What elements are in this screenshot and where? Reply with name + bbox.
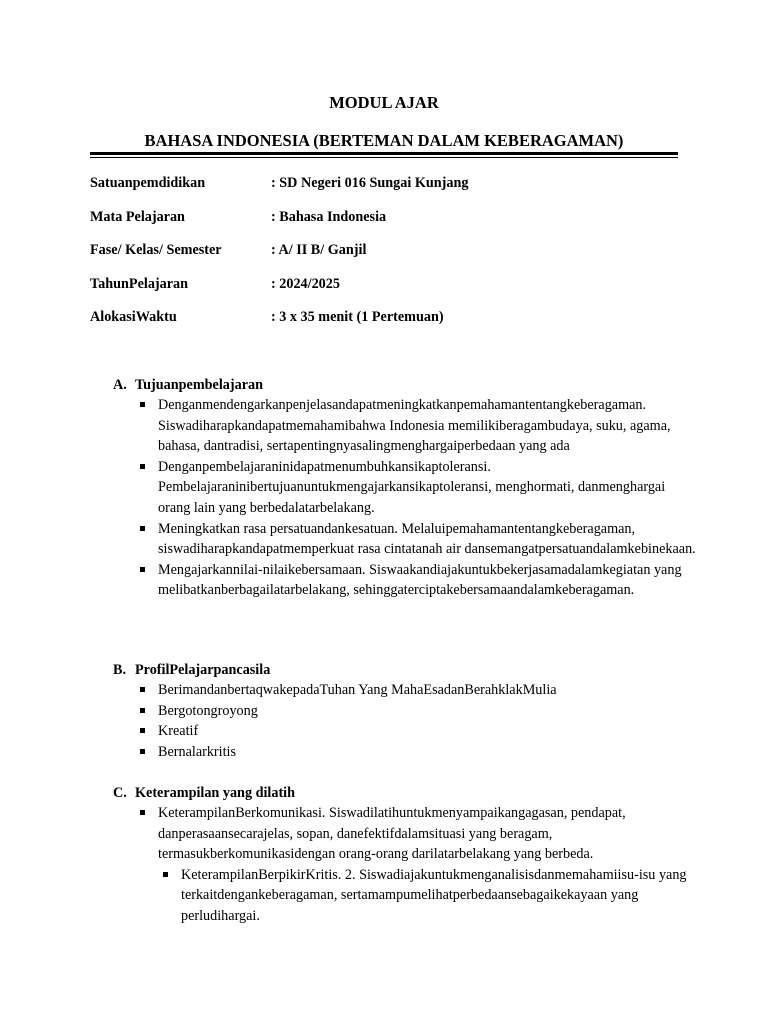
info-label: Mata Pelajaran [90, 208, 185, 225]
info-table [90, 173, 690, 341]
list-item: Bernalarkritis [113, 742, 698, 763]
list-item: KeterampilanBerkomunikasi. Siswadilatihuntukmenyampaikangagasan, pendapat, danperasaansecarajelas, sopan, danefektifdalamsituasi yang beragam, termasukberkomunikasidengan orang-orang darilatarbelakang yang berbeda. [113, 803, 698, 865]
info-label: AlokasiWaktu [90, 309, 177, 325]
bullet-list [113, 803, 693, 865]
info-value: : A/ II B/ Ganjil [271, 242, 367, 258]
info-row-satuan-pendidikan [90, 173, 690, 207]
list-item: Denganpembelajaraninidapatmenumbuhkansikaptoleransi. Pembelajaraninibertujuanuntukmengajarkansikaptoleransi, menghormati, danmenghargai orang lain yang berbedalatarbelakang. [113, 457, 698, 519]
section-tujuan-pembelajaran [113, 375, 696, 601]
section-title: Tujuanpembelajaran [135, 377, 263, 393]
section-title: ProfilPelajarpancasila [135, 662, 271, 678]
list-item: KeterampilanBerpikirKritis. 2. Siswadiajakuntukmenganalisisdanmemahamiisu-isu yang terkaitdengankeberagaman, sertamampumelihatperbedaansebagaikekayaan yang perludihargai. [113, 865, 701, 927]
list-item: Denganmendengarkanpenjelasandapatmeningkatkanpemahamantentangkeberagaman. Siswadiharapkandapatmemahamibahwa Indonesia memilikiberagambudaya, suku, agama, bahasa, dantradisi, sertapentingnyasalingmenghargaiperbedaan yang ada [113, 395, 698, 457]
info-value: : SD Negeri 016 Sungai Kunjang [271, 175, 469, 191]
list-item: Mengajarkannilai-nilaikebersamaan. Siswaakandiajakuntukbekerjasamadalamkegiatan yang melibatkanberbagailatarbelakang, sehinggaterciptakebersamaandalamkeberagaman. [113, 560, 698, 601]
info-row-tahun-pelajaran [90, 274, 690, 308]
page-subtitle: BAHASA INDONESIA (BERTEMAN DALAM KEBERAGAMAN) [144, 131, 624, 150]
section-keterampilan-dilatih [113, 783, 693, 927]
info-row-mata-pelajaran [90, 207, 690, 241]
section-letter: A. [113, 377, 127, 393]
list-item: Bergotongroyong [113, 701, 698, 722]
list-item: Kreatif [113, 721, 698, 742]
bullet-list [113, 680, 693, 762]
info-row-alokasi-waktu [90, 307, 690, 341]
info-label: Satuanpemdidikan [90, 175, 206, 191]
list-item: Meningkatkan rasa persatuandankesatuan. Melaluipemahamantentangkeberagaman, siswadiharapkandapatmemperkuat rasa cintatanah air dansemangatpersatuandalamkebinekaan. [113, 519, 698, 560]
double-rule-divider [90, 152, 678, 158]
sub-bullet-list [113, 865, 693, 927]
info-label: TahunPelajaran [90, 275, 189, 292]
info-value: : 2024/2025 [271, 275, 340, 292]
list-item: BerimandanbertaqwakepadaTuhan Yang MahaEsadanBerahklakMulia [113, 680, 698, 701]
info-row-fase-kelas-semester [90, 240, 690, 274]
page-title: MODUL AJAR [329, 93, 439, 112]
info-value: : 3 x 35 menit (1 Pertemuan) [271, 309, 444, 325]
info-value: : Bahasa Indonesia [271, 208, 387, 225]
section-title: Keterampilan yang dilatih [135, 785, 296, 801]
section-heading [113, 783, 693, 803]
info-label: Fase/ Kelas/ Semester [90, 242, 222, 258]
section-letter: C. [113, 785, 127, 801]
section-profil-pelajar-pancasila [113, 660, 693, 762]
section-letter: B. [113, 662, 127, 678]
section-heading [113, 660, 693, 680]
section-heading [113, 375, 693, 395]
bullet-list [113, 395, 696, 601]
